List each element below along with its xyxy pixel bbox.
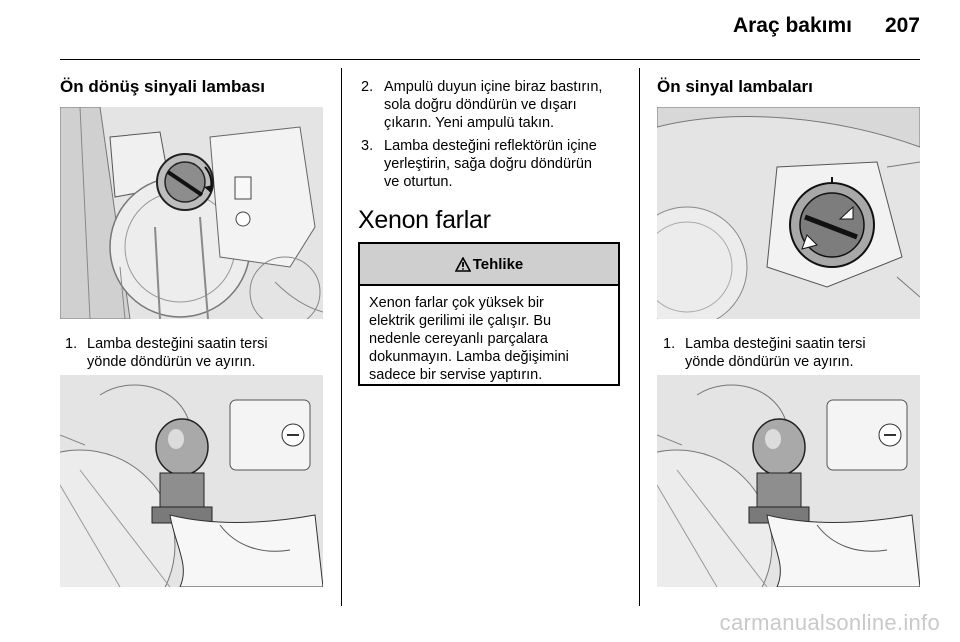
step-number: 1. [65, 336, 78, 352]
running-header-section: Araç bakımı [732, 14, 852, 37]
illustration-lamp-holder-front [60, 107, 323, 319]
section-title-front-turn-signal: Ön dönüş sinyali lambası [60, 77, 265, 96]
illustration-bulb-removal-left [60, 375, 323, 587]
step-text: Ampulü duyun içine biraz bastırın, sola doğru döndürün ve dışarı çıkarın. Yeni ampulü takın. [384, 79, 603, 131]
danger-box [358, 242, 620, 386]
illustration-lamp-holder-signal [657, 107, 920, 319]
step-number: 2. [361, 79, 374, 95]
danger-label: Tehlike [472, 255, 524, 273]
step-number: 1. [663, 336, 676, 352]
header-rule [60, 59, 920, 60]
page-number: 207 [884, 14, 920, 37]
danger-box-header [360, 244, 618, 286]
column-divider-left [341, 68, 342, 606]
step-text: Lamba desteğini saatin tersi yönde döndürün ve ayırın. [685, 336, 866, 370]
watermark: carmanualsonline.info [719, 610, 940, 635]
step-text: Lamba desteğini saatin tersi yönde döndürün ve ayırın. [87, 336, 268, 370]
column-divider-right [639, 68, 640, 606]
section-title-xenon: Xenon farlar [358, 206, 491, 234]
warning-triangle-icon [455, 257, 471, 272]
danger-text: Xenon farlar çok yüksek bir elektrik gerilimi ile çalışır. Bu nedenle cereyanlı parçalara dokunmayın. Lamba değişimini sadece bir servise yaptırın. [369, 295, 569, 383]
section-title-front-signal-lamps: Ön sinyal lambaları [657, 77, 813, 96]
step-text: Lamba desteğini reflektörün içine yerleştirin, sağa doğru döndürün ve oturtun. [384, 138, 597, 190]
illustration-bulb-removal-right [657, 375, 920, 587]
step-number: 3. [361, 138, 374, 154]
